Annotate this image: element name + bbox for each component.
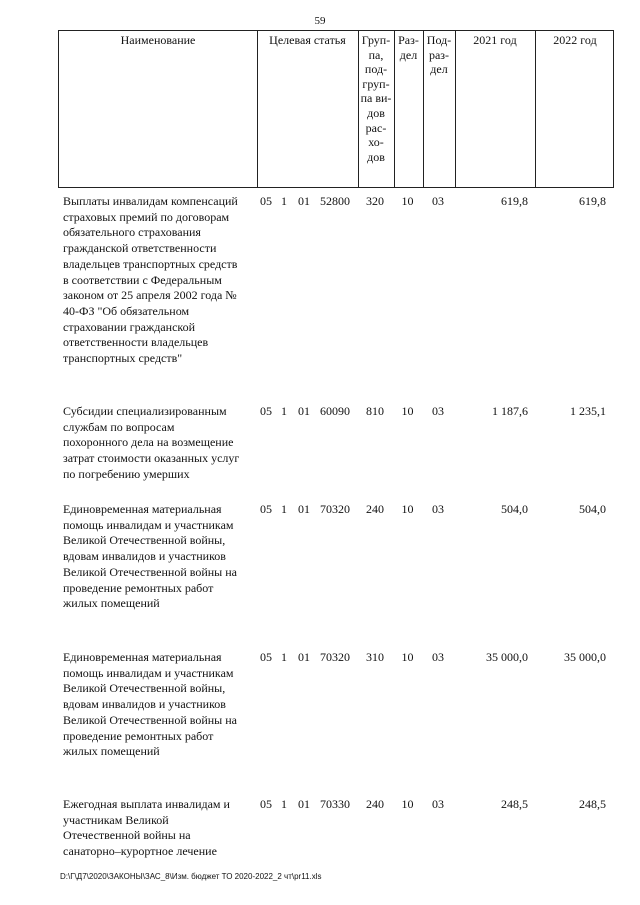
target-code-part: 05: [260, 650, 272, 664]
target-code-part: 1: [281, 797, 287, 811]
row-name: Ежегодная выплата инвалидам и участникам Великой Отечественной войны на санаторно–курортное лечение: [63, 797, 230, 859]
target-code-part: 60090: [320, 404, 350, 418]
row-name: Единовременная материальная помощь инвалидам и участникам Великой Отечественной войны, вдовам инвалидов и участников Великой Отечественной войны на проведение ремонтных работ жилых помещений: [63, 650, 237, 759]
target-code-part: 1: [281, 650, 287, 664]
value-2022: 35 000,0: [564, 650, 606, 664]
target-code-part: 05: [260, 404, 272, 418]
value-2021: 504,0: [501, 502, 528, 516]
file-path-footer: D:\Г\Д7\2020\ЗАКОНЫ\ЗАС_8\Изм. бюджет ТО 2020-2022_2 чт\pr11.xls: [60, 872, 322, 881]
target-code-part: 01: [298, 194, 310, 208]
expense-group-value: 240: [366, 502, 384, 516]
section-value: 10: [401, 650, 414, 664]
value-2021: 248,5: [501, 797, 528, 811]
header-name: Наименование: [120, 33, 196, 47]
header-2022: 2022 год: [553, 33, 597, 47]
subsection-value: 03: [432, 194, 444, 208]
value-2022: 504,0: [579, 502, 606, 516]
column-divider: [257, 31, 258, 187]
section-value: 10: [401, 404, 414, 418]
target-code-part: 05: [260, 194, 272, 208]
target-code-part: 70320: [320, 502, 350, 516]
subsection-value: 03: [432, 404, 444, 418]
expense-group-value: 240: [366, 797, 384, 811]
value-2022: 1 235,1: [570, 404, 606, 418]
target-code-part: 01: [298, 502, 310, 516]
page-number: 59: [314, 15, 326, 27]
value-2022: 248,5: [579, 797, 606, 811]
target-code-part: 70320: [320, 650, 350, 664]
table-header: [58, 30, 614, 188]
target-code-part: 01: [298, 650, 310, 664]
header-subsection: Под- раз- дел: [426, 33, 452, 77]
target-code-part: 01: [298, 404, 310, 418]
expense-group-value: 310: [366, 650, 384, 664]
target-code-part: 05: [260, 502, 272, 516]
subsection-value: 03: [432, 650, 444, 664]
row-name: Единовременная материальная помощь инвалидам и участникам Великой Отечественной войны, вдовам инвалидов и участников Великой Отечественной войны на проведение ремонтных работ жилых помещений: [63, 502, 237, 611]
value-2021: 1 187,6: [492, 404, 528, 418]
target-code-part: 1: [281, 502, 287, 516]
column-divider: [535, 31, 536, 187]
target-code-part: 1: [281, 404, 287, 418]
row-name: Субсидии специализированным службам по вопросам похоронного дела на возмещение затрат стоимости оказанных услуг по погребению умерших: [63, 404, 240, 481]
expense-group-value: 320: [366, 194, 384, 208]
header-expense-group: Груп- па, под- груп- па ви- дов рас- хо- дов: [360, 33, 392, 164]
target-code-part: 52800: [320, 194, 350, 208]
target-code-part: 01: [298, 797, 310, 811]
header-section: Раз- дел: [398, 33, 419, 62]
target-code-part: 1: [281, 194, 287, 208]
value-2021: 619,8: [501, 194, 528, 208]
value-2021: 35 000,0: [486, 650, 528, 664]
column-divider: [455, 31, 456, 187]
target-code-part: 05: [260, 797, 272, 811]
row-name: Выплаты инвалидам компенсаций страховых премий по договорам обязательного страхования гражданской ответственности владельцев транспортных средств в соответствии с Федеральным законом от 25 апреля 2002 года № 40-ФЗ "Об обязательном страховании гражданской ответственности владельцев транспортных средств": [63, 194, 238, 366]
section-value: 10: [401, 502, 414, 516]
subsection-value: 03: [432, 502, 444, 516]
subsection-value: 03: [432, 797, 444, 811]
header-2021: 2021 год: [473, 33, 517, 47]
expense-group-value: 810: [366, 404, 384, 418]
header-target-article: Целевая статья: [269, 33, 346, 47]
value-2022: 619,8: [579, 194, 606, 208]
section-value: 10: [401, 194, 414, 208]
target-code-part: 70330: [320, 797, 350, 811]
section-value: 10: [401, 797, 414, 811]
